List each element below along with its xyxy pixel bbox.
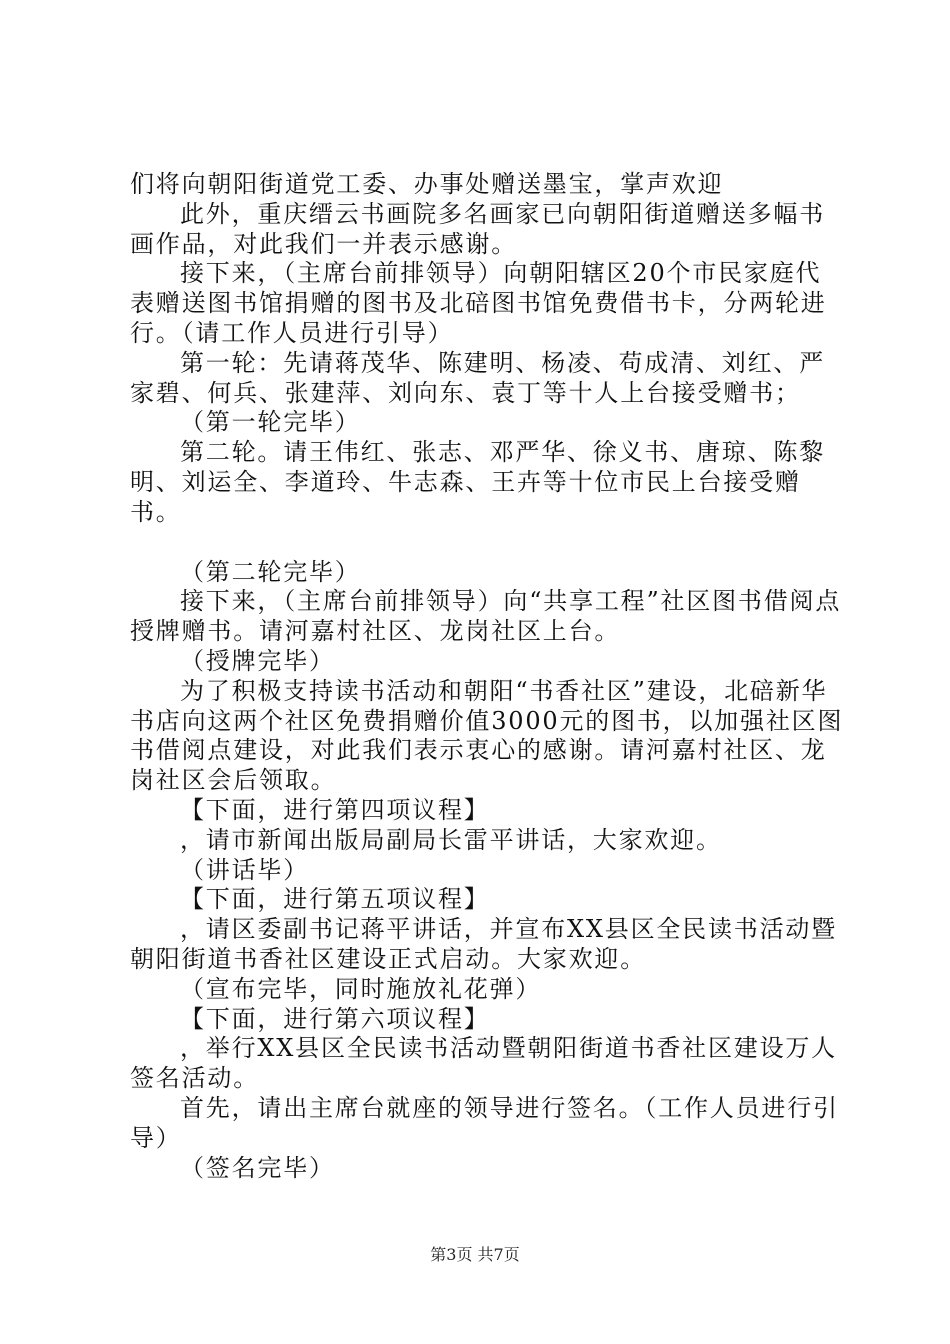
paragraph: 接下来，（主席台前排领导）向“共享工程”社区图书借阅点授牌赠书。请河嘉村社区、龙岗社区上台。 [130,587,842,646]
paragraph: 首先，请出主席台就座的领导进行签名。（工作人员进行引导） [130,1093,839,1152]
paragraph: 第一轮：先请蒋茂华、陈建明、杨凌、苟成清、刘红、严家碧、何兵、张建萍、刘向东、袁丁等十人上台接受赠书； [130,348,825,407]
paragraph: （第二轮完毕） [180,557,361,586]
paragraph: （授牌完毕） [180,646,335,675]
paragraph: 们将向朝阳街道党工委、办事处赠送墨宝，掌声欢迎 [130,170,724,198]
paragraph: 【下面，进行第六项议程】 [180,1004,490,1033]
paragraph: 第二轮。请王伟红、张志、邓严华、徐义书、唐琼、陈黎明、刘运全、李道玲、牛志森、王卉等十位市民上台接受赠书。 [130,438,825,526]
paragraph: ，请市新闻出版局副局长雷平讲话，大家欢迎。 [180,825,722,854]
paragraph: 此外，重庆缙云书画院多名画家已向朝阳街道赠送多幅书画作品，对此我们一并表示感谢。 [130,199,825,258]
paragraph: 为了积极支持读书活动和朝阳“书香社区”建设，北碚新华书店向这两个社区免费捐赠价值3000元的图书，以加强社区图书借阅点建设，对此我们表示衷心的感谢。请河嘉村社区、龙岗社区会后领取。 [130,676,844,795]
paragraph: 【下面，进行第四项议程】 [180,795,490,824]
document-body [130,170,845,1183]
paragraph: 接下来，（主席台前排领导）向朝阳辖区20个市民家庭代表赠送图书馆捐赠的图书及北碚图书馆免费借书卡，分两轮进行。（请工作人员进行引导） [130,259,827,347]
paragraph: ，请区委副书记蒋平讲话，并宣布XX县区全民读书活动暨朝阳街道书香社区建设正式启动。大家欢迎。 [130,915,837,973]
paragraph: ，举行XX县区全民读书活动暨朝阳街道书香社区建设万人签名活动。 [130,1034,837,1093]
paragraph: （讲话毕） [180,855,309,884]
paragraph: （第一轮完毕） [180,408,361,437]
page-footer: 第3页 共7页 [430,1245,520,1264]
paragraph: （宣布完毕，同时施放礼花弹） [180,974,542,1003]
paragraph: （签名完毕） [180,1153,335,1182]
paragraph: 【下面，进行第五项议程】 [180,885,490,914]
